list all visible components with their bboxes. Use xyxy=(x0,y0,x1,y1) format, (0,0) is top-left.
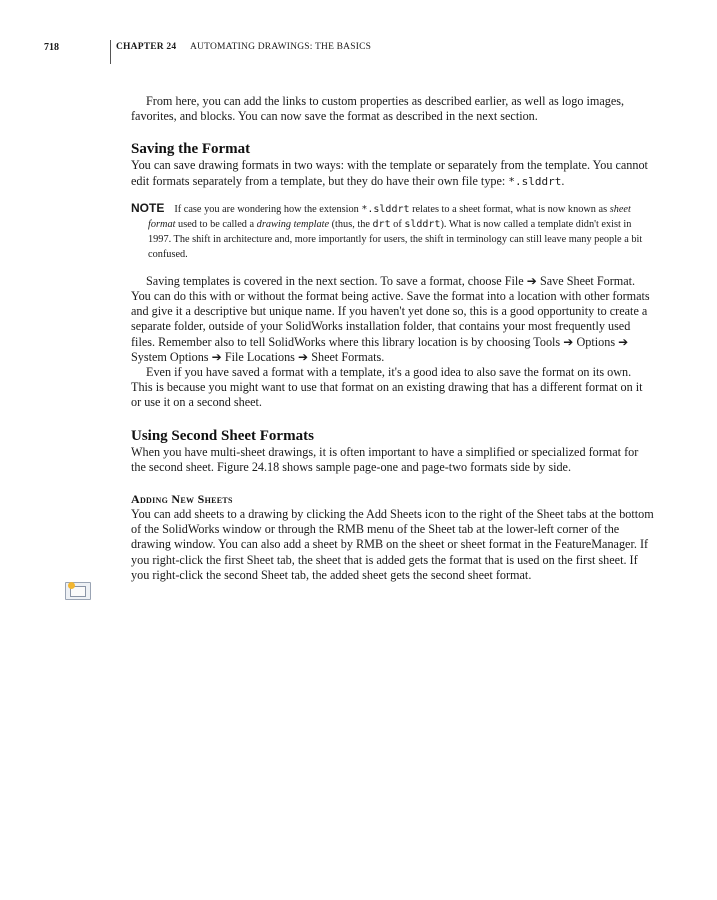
page-content xyxy=(131,94,654,583)
new-star-glyph xyxy=(68,582,75,589)
page-number: 718 xyxy=(44,42,59,53)
chapter-title: AUTOMATING DRAWINGS: THE BASICS xyxy=(190,42,372,52)
save-format-own-paragraph: Even if you have saved a format with a template, it's a good idea to also save the format on its own. This is because you might want to use that format on an existing drawing that has a different format on it or use it on a second sheet. xyxy=(131,365,643,410)
second-sheet-paragraph: When you have multi-sheet drawings, it is often important to have a simplified or specialized format for the second sheet. Figure 24.18 shows sample page-one and page-two formats side by side. xyxy=(131,444,639,474)
note-label: NOTE xyxy=(131,200,165,215)
add-sheet-icon xyxy=(65,582,91,600)
header-divider xyxy=(110,40,111,64)
note-box: NOTE If case you are wondering how the extension *.slddrt relates to a sheet format, what is now known as sheet format used to be called a drawing template (thus, the drt of slddrt). What is now called a template didn't exist in 1997. The shift in architecture and, more importantly for users, the shift in terminology can still leave many people a bit confused. xyxy=(131,200,643,260)
heading-adding-new-sheets: Adding New Sheets xyxy=(131,492,233,507)
heading-saving-the-format: Saving the Format xyxy=(131,141,251,158)
saving-templates-paragraph: Saving templates is covered in the next section. To save a format, choose File ➔ Save Sheet Format. You can do this with or without the format being active. Save the format into a location with other formats and give it a descriptive but unique name. If you haven't yet done so, this is a good opportunity to create a separate folder, outside of your SolidWorks installation folder, that contains your most frequently used files. Remember also to tell SolidWorks where this library location is by choosing Tools ➔ Options ➔ System Options ➔ File Locations ➔ Sheet Formats. xyxy=(131,273,650,364)
running-header xyxy=(36,40,676,64)
adding-sheets-paragraph: You can add sheets to a drawing by clicking the Add Sheets icon to the right of the Sheet tabs at the bottom of the SolidWorks window or through the RMB menu of the Sheet tab at the lower-left corner of the drawing window. You can also add a sheet by RMB on the sheet or sheet format in the FeatureManager. If you right-click the first Sheet tab, the sheet that is added gets the format that is used on the first sheet. If you right-click the second Sheet tab, the added sheet gets the second sheet format. xyxy=(131,507,654,582)
intro-paragraph: From here, you can add the links to custom properties as described earlier, as well as logo images, favorites, and blocks. You can now save the format as described in the next section. xyxy=(131,94,625,124)
heading-second-sheet-formats: Using Second Sheet Formats xyxy=(131,427,314,444)
file-extension: *.slddrt xyxy=(508,174,562,188)
saving-format-paragraph: You can save drawing formats in two ways: with the template or separately from the template. You cannot edit formats separately from a template, but they do have their own file type: *.slddrt. xyxy=(131,158,648,188)
chapter-label: CHAPTER 24 xyxy=(116,42,177,52)
